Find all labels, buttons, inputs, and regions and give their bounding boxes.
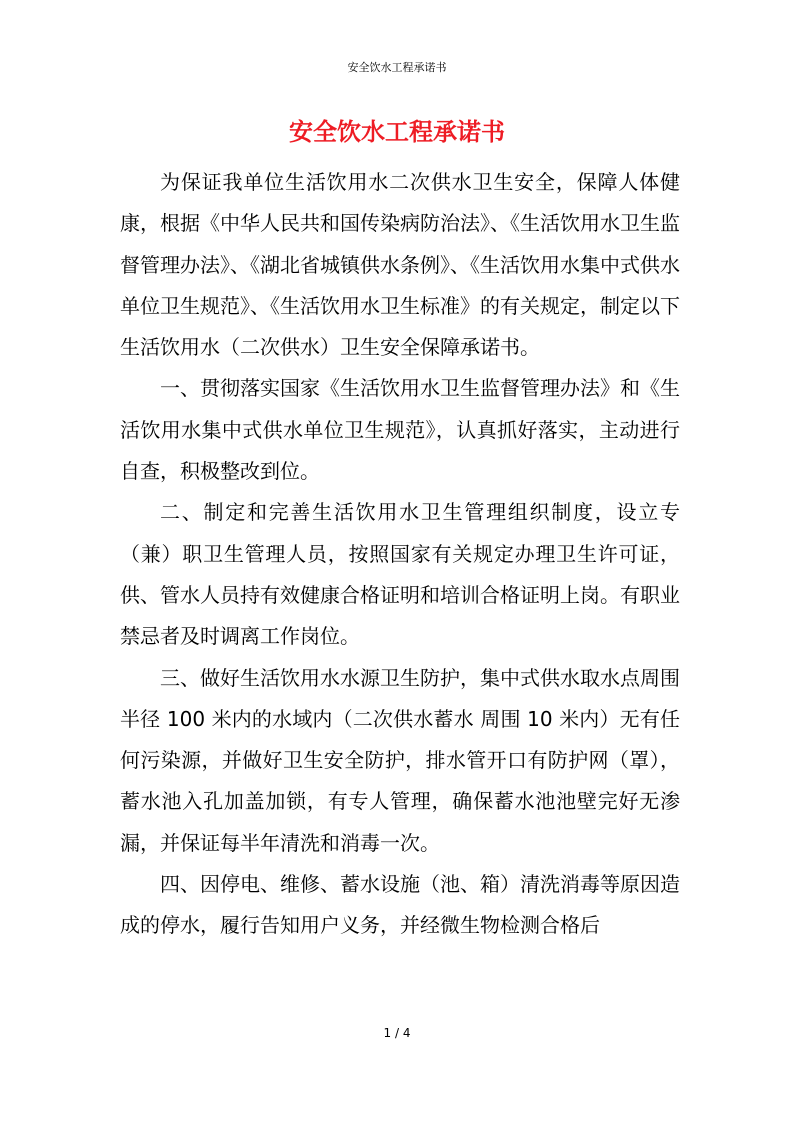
paragraph-item-3: 三、做好生活饮用水水源卫生防护，集中式供水取水点周围半径 100 米内的水域内（二次供水蓄水 周围 10 米内）无有任何污染源，并做好卫生安全防护，排水管开口有防护网（罩），蓄水池入孔加盖加锁，有专人管理，确保蓄水池池壁完好无渗漏，并保证每半年清洗和消毒一次。 [120, 665, 680, 855]
page-number: 1 / 4 [383, 1026, 411, 1040]
paragraph-item-1: 一、贯彻落实国家《生活饮用水卫生监督管理办法》和《生活饮用水集中式供水单位卫生规范》，认真抓好落实，主动进行自查，积极整改到位。 [120, 376, 680, 484]
paragraph-intro: 为保证我单位生活饮用水二次供水卫生安全，保障人体健康，根据《中华人民共和国传染病防治法》、《生活饮用水卫生监督管理办法》、《湖北省城镇供水条例》、《生活饮用水集中式供水单位卫生规范》、《生活饮用水卫生标准》的有关规定，制定以下生活饮用水（二次供水）卫生安全保障承诺书。 [120, 170, 680, 360]
paragraph-item-4: 四、因停电、维修、蓄水设施（池、箱）清洗消毒等原因造成的停水，履行告知用户义务，并经微生物检测合格后 [120, 872, 680, 938]
paragraph-item-2: 二、制定和完善生活饮用水卫生管理组织制度，设立专（兼）职卫生管理人员，按照国家有关规定办理卫生许可证，供、管水人员持有效健康合格证明和培训合格证明上岗。有职业禁忌者及时调离工作岗位。 [120, 500, 680, 649]
running-header: 安全饮水工程承诺书 [347, 61, 447, 74]
document-title: 安全饮水工程承诺书 [289, 118, 505, 146]
document-body [120, 162, 680, 947]
